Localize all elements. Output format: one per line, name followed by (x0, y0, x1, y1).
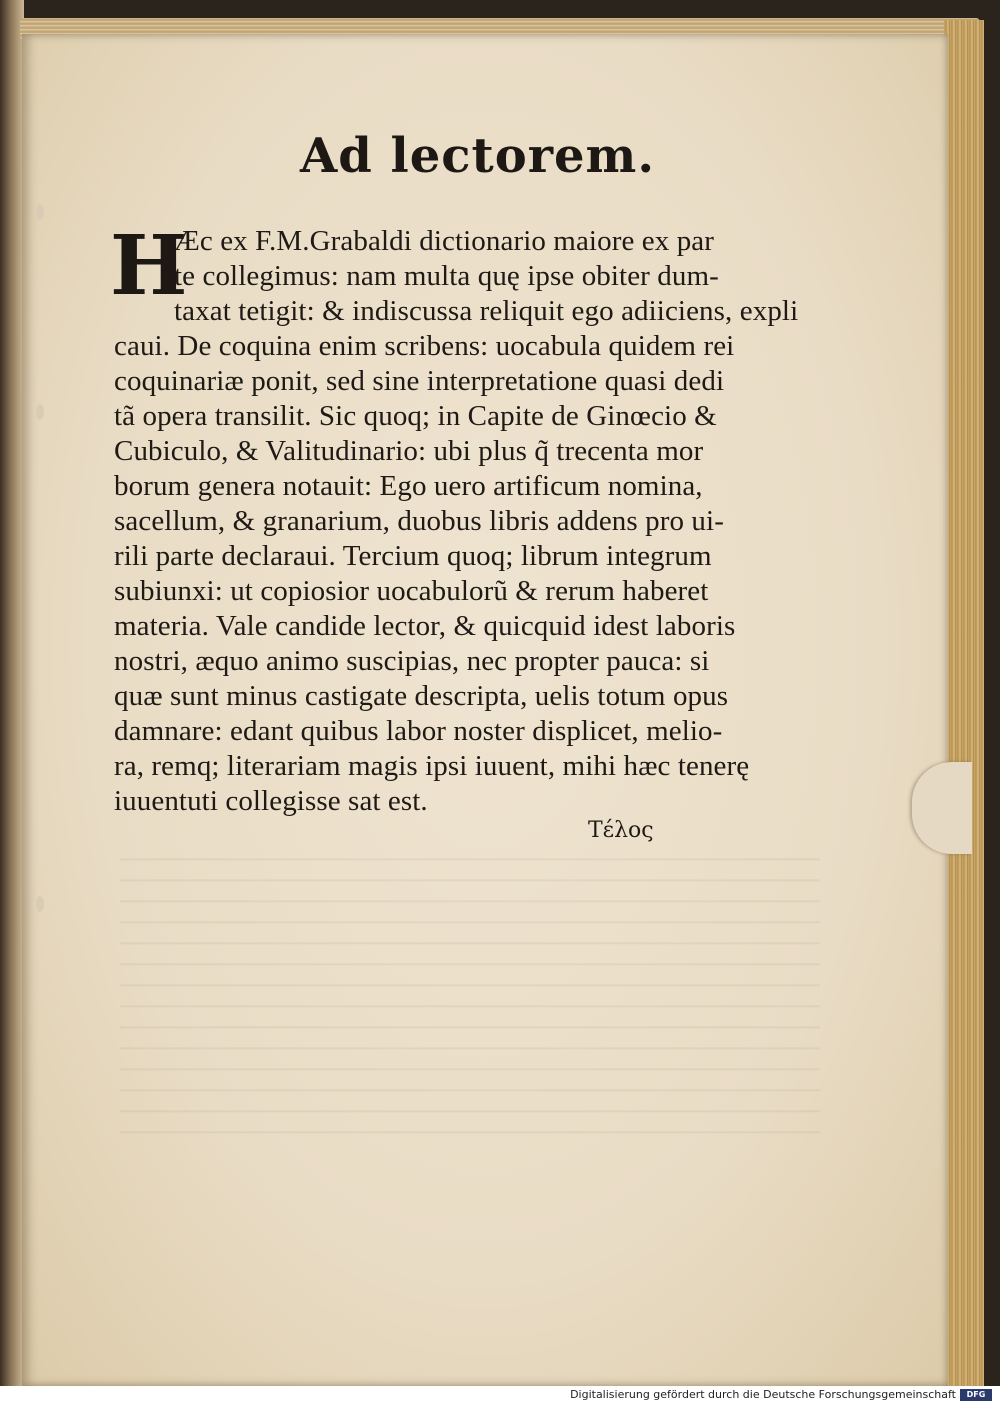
text-line: coquinariæ ponit, sed sine interpretatione quasi dedi (114, 365, 725, 397)
text-line: rili parte declaraui. Tercium quoq; librum integrum (114, 540, 712, 572)
text-line: tã opera transilit. Sic quoq; in Capite de Ginœcio & (114, 400, 717, 432)
end-mark: Τέλος (588, 818, 654, 843)
text-line: caui. De coquina enim scribens: uocabula quidem rei (114, 330, 735, 362)
page-clip-mark (36, 896, 44, 912)
text-line: te collegimus: nam multa quę ipse obiter dum- (174, 260, 719, 292)
drop-cap-initial: H (110, 218, 188, 314)
page-marker-tab (912, 762, 972, 854)
fore-edge (944, 20, 984, 1386)
text-line: Cubiculo, & Valitudinario: ubi plus q̃ trecenta mor (114, 435, 704, 467)
text-line: materia. Vale candide lector, & quicquid idest laboris (114, 610, 736, 642)
text-line: damnare: edant quibus labor noster displicet, melio- (114, 715, 723, 747)
text-line: borum genera notauit: Ego uero artificum nomina, (114, 470, 703, 502)
body-text (114, 224, 814, 819)
page-heading: Ad lectorem. (300, 128, 656, 184)
text-line: iuuentuti collegisse sat est. (114, 785, 428, 817)
dfg-logo: DFG (960, 1389, 992, 1401)
text-line: nostri, æquo animo suscipias, nec propter pauca: si (114, 645, 710, 677)
page-clip-mark (36, 204, 44, 220)
text-line: ra, remq; literariam magis ipsi iuuent, mihi hæc tenerę (114, 750, 750, 782)
text-line: quæ sunt minus castigate descripta, uelis totum opus (114, 680, 729, 712)
binding-edge (0, 0, 24, 1386)
text-line: Æc ex F.M.Grabaldi dictionario maiore ex par (174, 225, 715, 257)
text-line: subiunxi: ut copiosior uocabulorũ & rerum haberet (114, 575, 709, 607)
page-clip-mark (36, 404, 44, 420)
text-line: sacellum, & granarium, duobus libris addens pro ui- (114, 505, 724, 537)
show-through-text (120, 840, 820, 1140)
text-line: taxat tetigit: & indiscussa reliquit ego adiiciens, expli (174, 295, 799, 327)
funding-credit: Digitalisierung gefördert durch die Deutsche Forschungsgemeinschaft (570, 1388, 956, 1401)
